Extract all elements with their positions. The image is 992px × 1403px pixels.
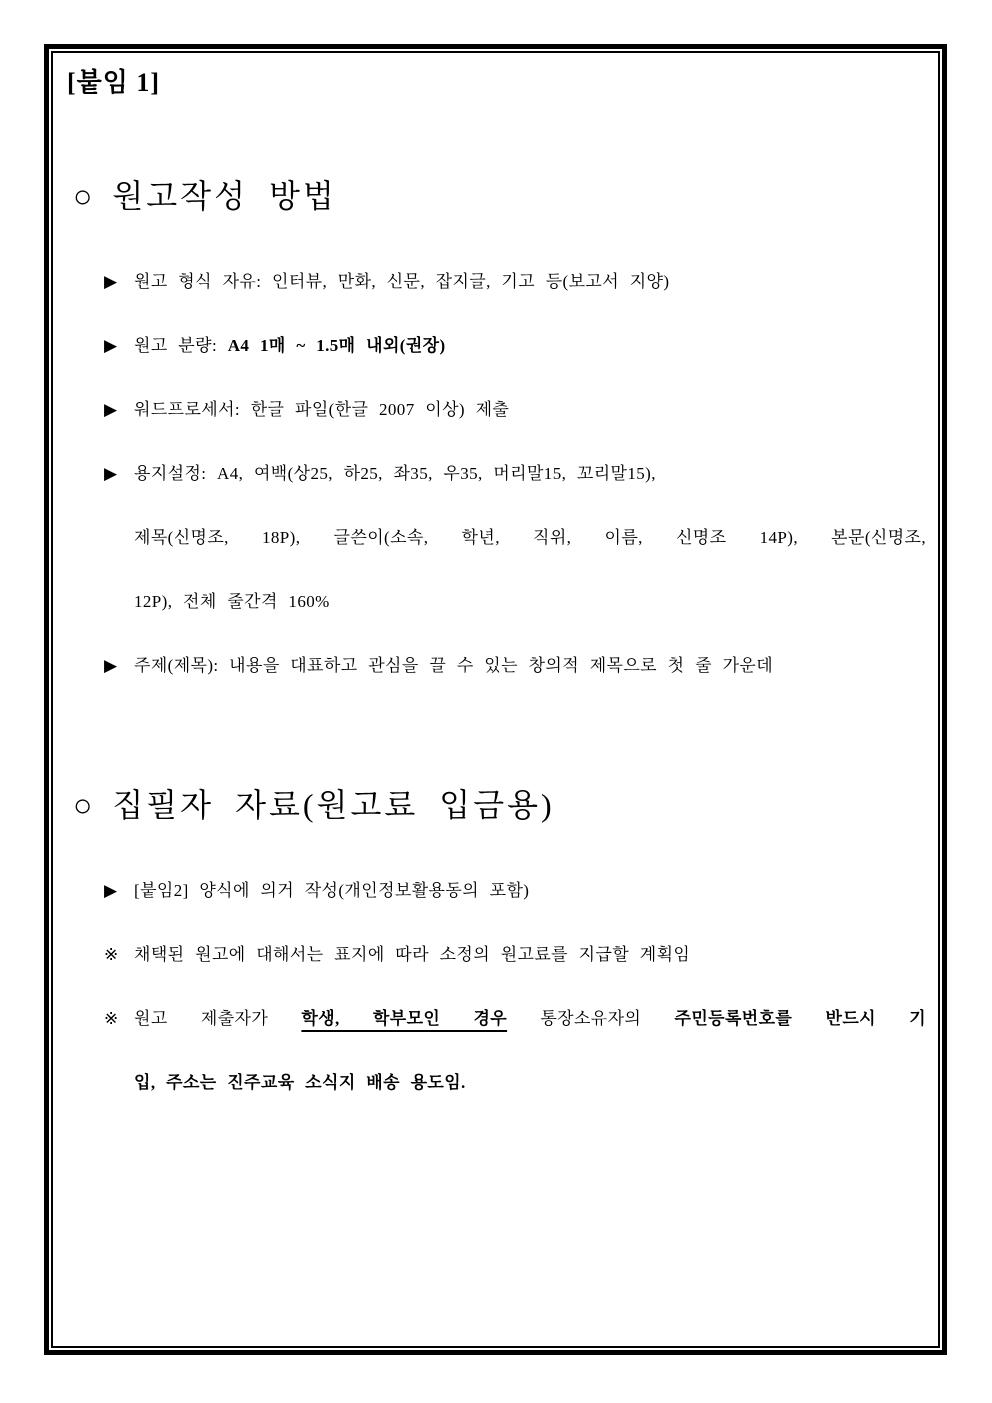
text-run: 학생, 학부모인 경우	[301, 1009, 508, 1028]
circle-marker-icon: ○	[73, 178, 93, 214]
bullet-paper-setting	[65, 442, 926, 506]
bullet-manuscript-length	[65, 314, 926, 378]
bullet-paper-setting-cont-2	[65, 570, 926, 634]
reference-mark-icon: ※	[104, 1009, 119, 1028]
text-run: 워드프로세서: 한글 파일(한글 2007 이상) 제출	[134, 400, 510, 419]
text-run: A4 1매 ~ 1.5매 내외(권장)	[227, 336, 446, 355]
text-run: 주제(제목): 내용을 대표하고 관심을 끌 수 있는 창의적 제목으로 첫 줄 가운데	[134, 656, 774, 675]
bullet-paper-setting-cont-1	[65, 506, 926, 570]
section-body	[65, 250, 926, 698]
text-run: [붙임2] 양식에 의거 작성(개인정보활용동의 포함)	[134, 881, 530, 900]
text-run: 원고 분량:	[134, 336, 228, 355]
triangle-bullet-icon: ▶	[104, 272, 118, 291]
triangle-bullet-icon: ▶	[104, 336, 118, 355]
section-title	[73, 783, 926, 827]
bullet-attachment2-form	[65, 859, 926, 923]
text-run: 제목(신명조, 18P), 글쓴이(소속, 학년, 직위, 이름, 신명조 14P), 본문(신명조,	[134, 528, 926, 547]
reference-mark-icon: ※	[104, 945, 119, 964]
document-frame	[44, 44, 947, 1355]
section-title-text: 집필자 자료(원고료 입금용)	[112, 787, 555, 823]
bullet-word-processor	[65, 378, 926, 442]
document-frame-inner	[51, 51, 940, 1348]
note-submitter-id	[65, 987, 926, 1051]
attachment-label: [붙임 1]	[67, 68, 161, 97]
triangle-bullet-icon: ▶	[104, 464, 118, 483]
text-run: 채택된 원고에 대해서는 표지에 따라 소정의 원고료를 지급할 계획임	[134, 945, 691, 964]
text-run: 원고 제출자가	[134, 1009, 302, 1028]
note-fee-payment	[65, 923, 926, 987]
section-title-text: 원고작성 방법	[112, 178, 337, 214]
bullet-subject-title	[65, 634, 926, 698]
text-run: 입, 주소는 진주교육 소식지 배송 용도임.	[134, 1073, 466, 1092]
note-submitter-id-cont	[65, 1051, 926, 1115]
section-title	[73, 174, 926, 218]
text-run: 반드시 기	[792, 1009, 927, 1028]
text-run: 통장소유자의	[507, 1009, 675, 1028]
text-run: 원고 형식 자유: 인터뷰, 만화, 신문, 잡지글, 기고 등(보고서 지양)	[134, 272, 670, 291]
text-run: 용지설정: A4, 여백(상25, 하25, 좌35, 우35, 머리말15, 꼬리말15),	[134, 464, 656, 483]
triangle-bullet-icon: ▶	[104, 881, 118, 900]
section-manuscript-method	[65, 174, 926, 698]
text-run: 주민등록번호를	[674, 1009, 793, 1028]
bullet-manuscript-format	[65, 250, 926, 314]
triangle-bullet-icon: ▶	[104, 656, 118, 675]
section-body	[65, 859, 926, 1115]
text-run: 12P), 전체 줄간격 160%	[134, 592, 330, 611]
triangle-bullet-icon: ▶	[104, 400, 118, 419]
section-author-info	[65, 783, 926, 1115]
circle-marker-icon: ○	[73, 787, 93, 823]
